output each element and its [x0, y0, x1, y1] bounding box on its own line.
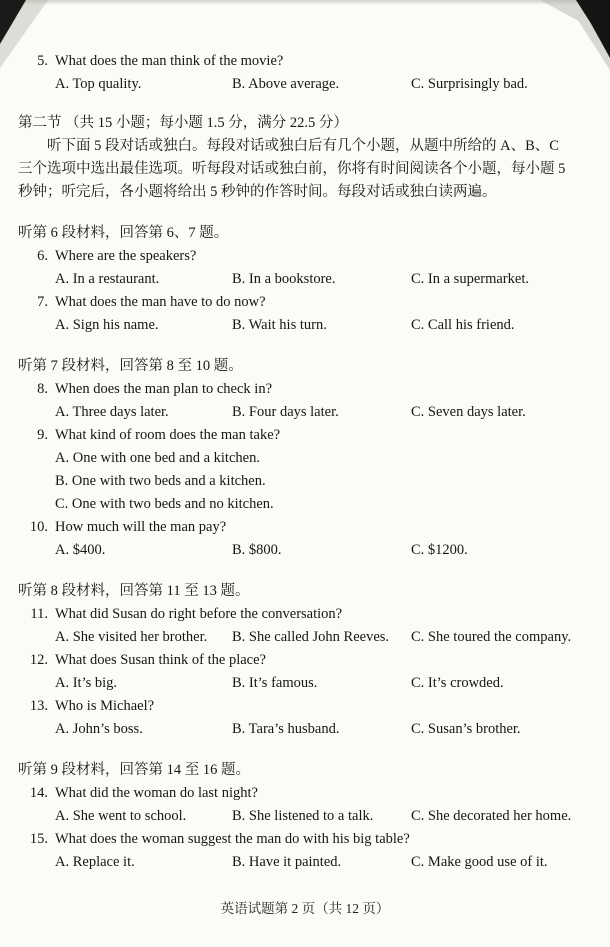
- instruction-line: 秒钟；听完后，各小题将给出 5 秒钟的作答时间。每段对话或独白读两遍。: [18, 184, 497, 200]
- option-c: C. Seven days later.: [411, 404, 526, 420]
- question-text: What does the man have to do now?: [55, 294, 266, 310]
- option-a: A. It’s big.: [55, 675, 118, 691]
- question-text: How much will the man pay?: [55, 519, 227, 535]
- option-c: C. $1200.: [411, 542, 468, 558]
- question-5: [18, 50, 590, 96]
- question-line: [18, 291, 590, 314]
- option-a: A. One with one bed and a kitchen.: [55, 450, 260, 466]
- question-line: [18, 603, 590, 626]
- question-number: 10.: [29, 519, 48, 535]
- options-row: [18, 805, 590, 828]
- material-6-header: 听第 6 段材料，回答第 6、7 题。: [18, 225, 229, 241]
- question-number: 13.: [29, 698, 48, 714]
- question-number: 6.: [37, 248, 48, 264]
- material-7-group: [18, 355, 590, 562]
- option-b: B. In a bookstore.: [232, 271, 336, 287]
- option-c: C. It’s crowded.: [411, 675, 504, 691]
- question-11: [18, 603, 590, 649]
- option-b: B. It’s famous.: [232, 675, 318, 691]
- question-line: [18, 50, 590, 73]
- option-a: A. She visited her brother.: [55, 629, 208, 645]
- question-6: [18, 245, 590, 291]
- question-9: [18, 424, 590, 516]
- question-line: [18, 245, 590, 268]
- option-b: B. She listened to a talk.: [232, 808, 374, 824]
- option-a: A. Sign his name.: [55, 317, 159, 333]
- question-line: [18, 424, 590, 447]
- option-b: B. She called John Reeves.: [232, 629, 390, 645]
- option-a: A. Replace it.: [55, 854, 135, 870]
- option-b: B. Wait his turn.: [232, 317, 327, 333]
- option-a: A. In a restaurant.: [55, 271, 160, 287]
- instruction-line: 听下面 5 段对话或独白。每段对话或独白后有几个小题，从题中所给的 A、B、C: [47, 138, 559, 154]
- option-c: C. In a supermarket.: [411, 271, 529, 287]
- options-row: [18, 718, 590, 741]
- option-c: C. She toured the company.: [411, 629, 572, 645]
- options-row: [18, 401, 590, 424]
- option-b: B. $800.: [232, 542, 282, 558]
- option-b: B. Above average.: [232, 76, 340, 92]
- option-a: A. Top quality.: [55, 76, 142, 92]
- options-row: [18, 539, 590, 562]
- options-row: [18, 851, 590, 874]
- question-number: 8.: [37, 381, 48, 397]
- question-text: What does the man think of the movie?: [55, 53, 284, 69]
- material-9-header: 听第 9 段材料，回答第 14 至 16 题。: [18, 762, 250, 778]
- question-number: 14.: [29, 785, 48, 801]
- question-line: [18, 828, 590, 851]
- options-row: [18, 314, 590, 337]
- option-c: C. Surprisingly bad.: [411, 76, 528, 92]
- question-number: 9.: [37, 427, 48, 443]
- question-14: [18, 782, 590, 828]
- question-12: [18, 649, 590, 695]
- material-8-header: 听第 8 段材料，回答第 11 至 13 题。: [18, 583, 250, 599]
- options-row: [18, 73, 590, 96]
- options-row: [18, 268, 590, 291]
- option-c: C. Call his friend.: [411, 317, 515, 333]
- material-6-group: [18, 222, 590, 337]
- question-line: [18, 378, 590, 401]
- question-line: [18, 516, 590, 539]
- option-a: A. $400.: [55, 542, 106, 558]
- material-8-group: [18, 580, 590, 741]
- options-row: [18, 626, 590, 649]
- question-line: [18, 649, 590, 672]
- option-b: B. Tara’s husband.: [232, 721, 340, 737]
- question-15: [18, 828, 590, 874]
- question-text: Where are the speakers?: [55, 248, 197, 264]
- option-b: B. One with two beds and a kitchen.: [55, 473, 266, 489]
- question-8: [18, 378, 590, 424]
- question-number: 11.: [30, 606, 48, 622]
- question-13: [18, 695, 590, 741]
- question-10: [18, 516, 590, 562]
- question-text: What does the woman suggest the man do with his big table?: [55, 831, 410, 847]
- option-c: C. One with two beds and no kitchen.: [55, 496, 274, 512]
- question-text: What did Susan do right before the conversation?: [55, 606, 343, 622]
- question-line: [18, 782, 590, 805]
- question-number: 12.: [29, 652, 48, 668]
- option-b: B. Four days later.: [232, 404, 339, 420]
- question-text: What kind of room does the man take?: [55, 427, 281, 443]
- material-9-group: [18, 759, 590, 874]
- option-a: A. John’s boss.: [55, 721, 143, 737]
- question-text: What did the woman do last night?: [55, 785, 258, 801]
- question-number: 15.: [29, 831, 48, 847]
- question-text: What does Susan think of the place?: [55, 652, 266, 668]
- option-a: A. Three days later.: [55, 404, 169, 420]
- options-row: [18, 672, 590, 695]
- question-7: [18, 291, 590, 337]
- option-c: C. Make good use of it.: [411, 854, 548, 870]
- option-c: C. Susan’s brother.: [411, 721, 521, 737]
- option-a: A. She went to school.: [55, 808, 187, 824]
- scan-edge-artifact: [0, 0, 610, 5]
- question-number: 5.: [37, 53, 48, 69]
- page-footer: 英语试题第 2 页（共 12 页）: [220, 901, 390, 916]
- question-line: [18, 695, 590, 718]
- section-2-instructions: [18, 135, 590, 204]
- option-c: C. She decorated her home.: [411, 808, 572, 824]
- material-7-header: 听第 7 段材料，回答第 8 至 10 题。: [18, 358, 243, 374]
- section-2-title: 第二节 （共 15 小题；每小题 1.5 分，满分 22.5 分）: [18, 115, 348, 131]
- option-b: B. Have it painted.: [232, 854, 342, 870]
- question-number: 7.: [37, 294, 48, 310]
- instruction-line: 三个选项中选出最佳选项。听每段对话或独白前，你将有时间阅读各个小题，每小题 5: [18, 161, 566, 177]
- question-text: When does the man plan to check in?: [55, 381, 273, 397]
- question-text: Who is Michael?: [55, 698, 155, 714]
